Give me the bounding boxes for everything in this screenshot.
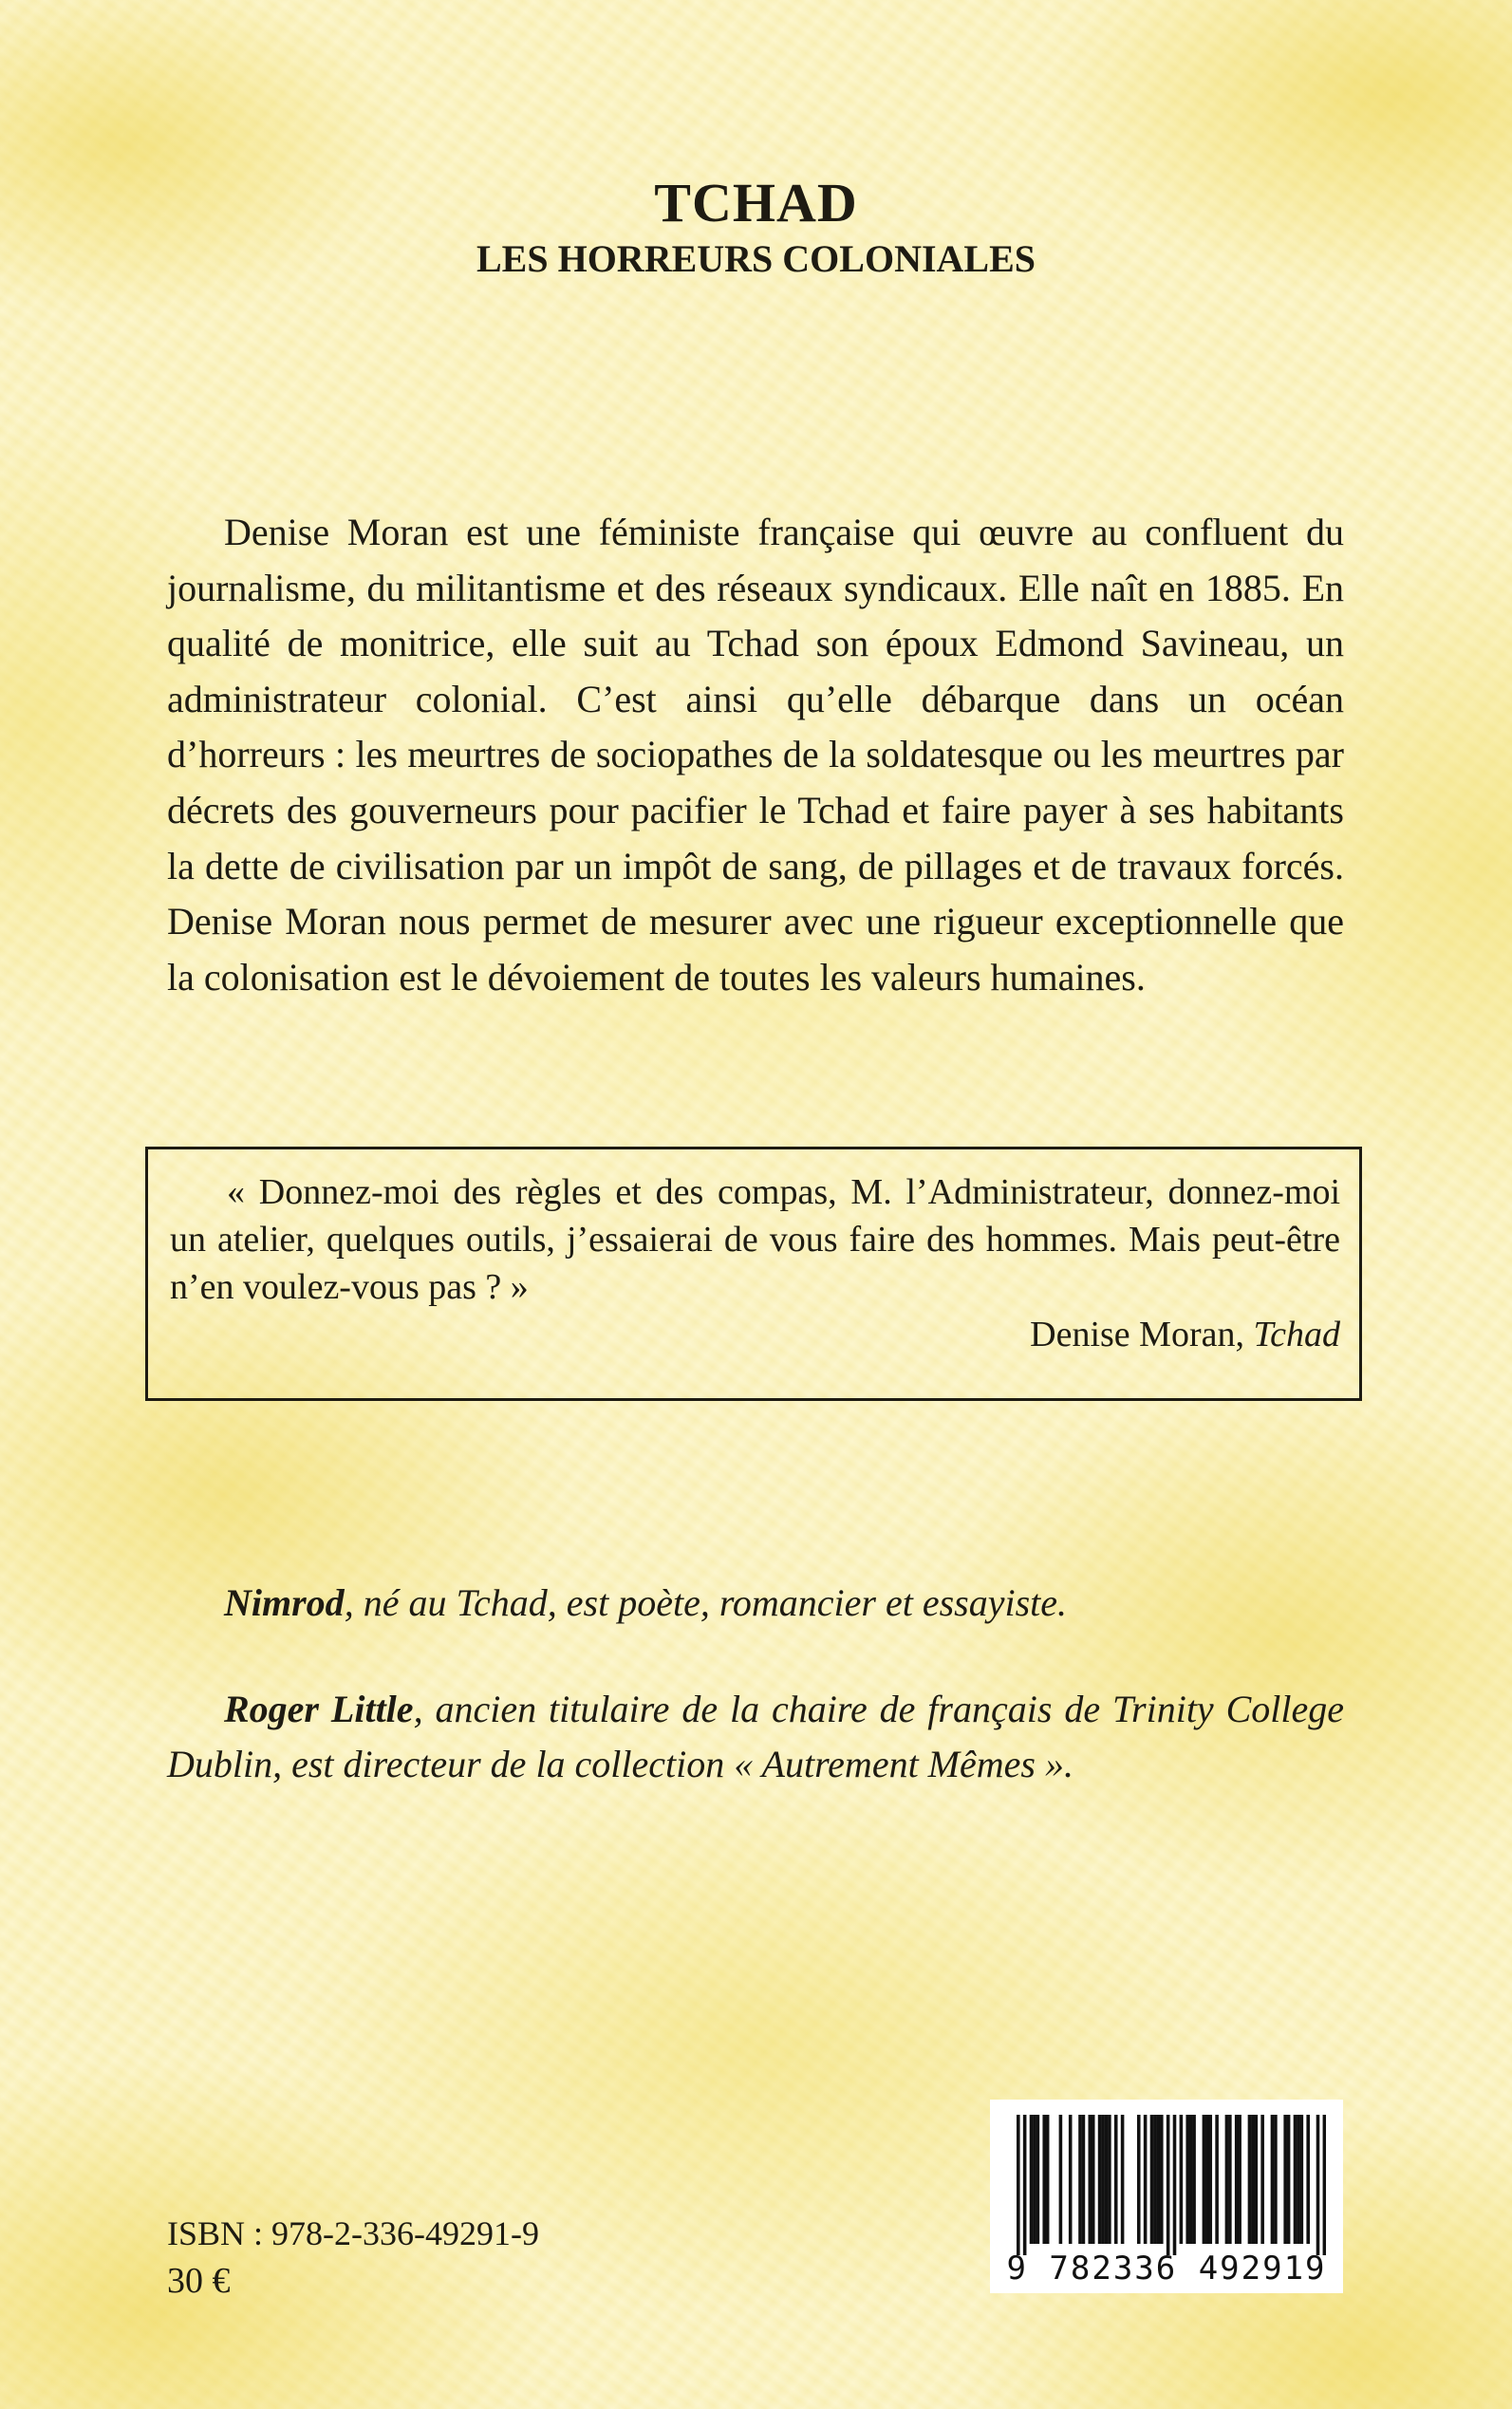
barcode-bar xyxy=(1255,2115,1259,2244)
editor-bio-text: , ancien titulaire de la chaire de français de Trinity College Dublin, est directeur de la collection « Autrement Mêmes ». xyxy=(167,1688,1345,1785)
barcode-bar xyxy=(1205,2115,1209,2244)
barcode-bar xyxy=(1271,2115,1275,2244)
barcode-bar xyxy=(1105,2115,1109,2244)
barcode-bar xyxy=(1101,2115,1105,2244)
barcode-bar xyxy=(1036,2115,1040,2244)
barcode-bar xyxy=(1306,2115,1310,2244)
isbn: ISBN : 978-2-336-49291-9 xyxy=(167,2214,539,2252)
author-bio-text: , né au Tchad, est poète, romancier et essayiste. xyxy=(344,1581,1068,1624)
barcode-bar xyxy=(1157,2115,1161,2244)
quote-attribution xyxy=(170,1311,1340,1358)
barcode-bar xyxy=(1283,2115,1287,2244)
barcode-bar xyxy=(1215,2115,1219,2244)
barcode-bar xyxy=(1092,2115,1095,2244)
barcode-bar xyxy=(1189,2115,1193,2244)
title-block xyxy=(0,171,1512,283)
barcode-bar xyxy=(1114,2115,1118,2244)
barcode-bar xyxy=(1294,2115,1297,2244)
book-description: Denise Moran est une féministe française qui œuvre au confluent du journalisme, du militantisme et des réseaux syndicaux. Elle naît en 1885. En qualité de monitrice, elle suit au Tchad son époux Edmond Savineau, un administrateur colonial. C’est ainsi qu’elle débarque dans un océan d’horreurs : les meurtres de sociopathes de la soldatesque ou les meurtres par décrets des gouverneurs pour pacifier le Tchad et faire payer à ses habitants la dette de civilisation par un impôt de sang, de pillages et de travaux forcés. Denise Moran nous permet de mesurer avec une rigueur exceptionnelle que la colonisation est le dévoiement de toutes les valeurs humaines. xyxy=(167,511,1344,999)
barcode-bar xyxy=(1167,2115,1170,2255)
barcode-bar xyxy=(1153,2115,1157,2244)
quote-work-title: Tchad xyxy=(1253,1315,1340,1354)
barcode-bar xyxy=(1316,2115,1320,2255)
quote-box xyxy=(145,1147,1362,1401)
barcode-bar xyxy=(1121,2115,1125,2244)
barcode-bar xyxy=(1030,2115,1034,2244)
barcode-bar xyxy=(1098,2115,1102,2244)
barcode-bar xyxy=(1238,2115,1241,2244)
barcode-bar xyxy=(1069,2115,1073,2244)
barcode-bar xyxy=(1225,2115,1229,2244)
barcode-bar xyxy=(1248,2115,1252,2244)
barcode-bar xyxy=(1144,2115,1148,2244)
barcode-bar xyxy=(1185,2115,1189,2244)
barcode-bar xyxy=(1042,2115,1046,2244)
barcode-bar xyxy=(1108,2115,1111,2244)
book-title: TCHAD xyxy=(654,172,858,233)
barcode-bar xyxy=(1150,2115,1154,2244)
author-bio-nimrod xyxy=(167,1576,1344,1631)
barcode-bar xyxy=(1235,2115,1239,2244)
barcode-bar xyxy=(1300,2115,1304,2244)
barcode-bar xyxy=(1137,2115,1141,2244)
barcode-bar xyxy=(1160,2115,1164,2244)
barcode-bar xyxy=(1017,2115,1020,2255)
barcode-bar xyxy=(1208,2115,1212,2244)
barcode-bar xyxy=(1088,2115,1092,2244)
price: 30 € xyxy=(167,2261,231,2301)
barcode-bar xyxy=(1323,2115,1326,2255)
barcode-bar xyxy=(1260,2115,1264,2244)
barcode-bar xyxy=(1180,2115,1184,2244)
quote-author: Denise Moran, xyxy=(1030,1315,1254,1354)
barcode-bar xyxy=(1274,2115,1278,2244)
barcode-bar xyxy=(1228,2115,1232,2244)
barcode-bar xyxy=(1251,2115,1255,2244)
barcode-bar xyxy=(1297,2115,1300,2244)
editor-name: Roger Little xyxy=(224,1688,414,1730)
barcode-bar xyxy=(1173,2115,1177,2255)
barcode-bar xyxy=(1203,2115,1206,2244)
barcode-bar xyxy=(1033,2115,1036,2244)
barcode-bar xyxy=(1059,2115,1063,2244)
book-subtitle: LES HORREURS COLONIALES xyxy=(476,237,1036,280)
barcode xyxy=(990,2100,1343,2293)
author-name: Nimrod xyxy=(224,1581,345,1624)
barcode-bars xyxy=(1017,2115,1326,2255)
barcode-digits: 9 782336 492919 xyxy=(1006,2250,1327,2288)
barcode-bar xyxy=(1046,2115,1050,2244)
barcode-bar xyxy=(1192,2115,1196,2244)
barcode-bar xyxy=(1023,2115,1027,2255)
barcode-bar xyxy=(1287,2115,1291,2244)
editor-bio-roger-little xyxy=(167,1682,1344,1792)
barcode-bar xyxy=(1078,2115,1082,2244)
quote-text: « Donnez-moi des règles et des compas, M. l’Administrateur, donnez-moi un atelier, quelques outils, j’essaierai de vous faire des hommes. Mais peut-être n’en voulez-vous pas ? » xyxy=(170,1172,1340,1307)
barcode-bar xyxy=(1082,2115,1086,2244)
